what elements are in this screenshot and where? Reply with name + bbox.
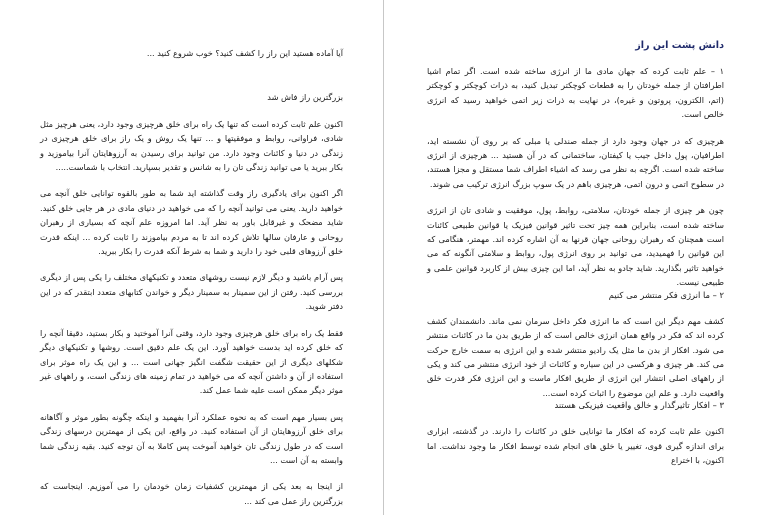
page-title: دانش پشت این راز [635,40,724,51]
left-paragraph-1: اکنون علم ثابت کرده است که تنها یک راه برای خلق هرچیزی وجود دارد، یعنی هرچیز مثل شادی، فراوانی، روابط و موفقیتها و ... تنها یک روش و یک راز برای خلق هرچیزی در زندگی در دنیا و کائنات وجود دارد. من توانید برای رسیدن به آرزوهایتان آنرا بیاموزید و بکار ببرید یا می توانید زندگی تان را به شانس و تقدیر بسپارید. انتخاب با شماست..... [40,118,343,173]
right-paragraph-2: هرچیزی که در جهان وجود دارد از جمله صندلی یا مبلی که بر روی آن نشسته اید، اطرافیان، پول داخل جیب یا کیفتان، ساختمانی که در آن هستید ... هرچیزی از انرژی ساخته شده است. اگرچه به نظر می رسد که اشیاء اطراف شما مستقل و مجزا هستند، در سطوح اتمی و درون اتمی، هرچیزی باهم در یک سوپ بزرگ انرژی ترکیب می شوند. [427,135,724,189]
right-paragraph-5: اکنون علم ثابت کرده که افکار ما توانایی خلق در کائنات را دارند. در گذشته، ابزاری برای اندازه گیری قوی، تغییر یا خلق های انجام شده توسط افکار ما وجود نداشت. اما اکنون، با اختراع [427,426,724,465]
left-paragraph-3: پس آرام باشید و دیگر لازم نیست روشهای متعدد و تکنیکهای مختلف را یکی پس از دیگری بررسی کنید. رفتن از این سمینار به سمینار دیگر و خواندن کتابهای متعدد ابتقدر که در این دفتر شوید. [40,272,343,312]
left-page [0,0,381,515]
left-paragraph-2: اگر اکنون برای یادگیری راز وقت گذاشته اید شما به طور بالقوه توانایی خلق آنچه می خواهید دارید. یعنی می توانید آنچه را که می خواهید در دنیای مادی در هر جایی خلق کنید. شاید مضحک و غیرقابل باور به نظر آید. اما امروزه علم آنچه که بسیاری از رهبران روحانی و عارفان سالها تلاش کرده اند تا به مردم بیاموزند را ثابت کرده ... اینکه قدرت خلق آرزوهای قلبی خود را دارید و شما به شرط آنکه قدرت را بکار ببرید. [40,188,343,257]
left-paragraph-4: فقط یک راه برای خلق هرچیزی وجود دارد، وقتی آنرا آموختید و بکار بستید، دقیقا آنچه را که خلق کرده اید بدست خواهید آورد. این یک علم دقیق است. روشها و تکنیکهای دیگر شکلهای دیگری از این حقیقت شگفت انگیز جهانی است ... و این یک راه موثر برای استفاده از آن و داشتن آنچه که می خواهید در تمام زمینه های زندگی است، و راههای غیر موثر دیگر ممکن است علیه شما عمل کند. [40,327,343,396]
intro-line: آیا آماده هستید این راز را کشف کنید؟ خوب شروع کنید ... [146,48,343,58]
left-paragraph-5: پس بسیار مهم است که به نحوه عملکرد آنرا بفهمید و اینکه چگونه بطور موثر و آگاهانه برای خلق آرزوهایتان از آن استفاده کنید. در واقع، این یکی از مهمترین درسهای زندگی است که در طول زندگی تان خواهید آموخت پس کاملا به آن توجه کنید. بقیه زندگی شما وابسته به آن است ... [40,411,343,465]
right-paragraph-4: کشف مهم دیگر این است که ما انرژی فکر داخل سرمان نمی ماند. دانشمندان کشف کرده اند که فکر در واقع همان انرژی خالص است که از طریق بدن ما در کائنات منتشر می شود. افکار از بدن ما مثل یک رادیو منتشر شده و این انرژی به سمت خارج حرکت می کند. هر چیزی و هرکسی در این سیاره و کائنات از خود انرژی منتشر می کند و یکی از راههای اصلی انتشار این انرژی از طریق افکار ماست و این انرژی فکر قدرت خلق واقعیت دارد. و علم این موضوع را اثبات کرده است... [427,315,724,398]
section-heading-3: ۳ – افکار تاثیرگذار و خالق واقعیت فیزیکی هستند [554,400,724,411]
right-page [387,0,768,515]
page-divider [383,0,384,515]
left-paragraph-6: از اینجا به بعد یکی از مهمترین کشفیات زمان خودمان را می آموزیم. اینجاست که بزرگترین راز عمل می کند ... [40,481,343,506]
secret-revealed-subtitle: بزرگترین راز فاش شد [267,92,343,103]
right-paragraph-1: ۱ – علم ثابت کرده که جهان مادی ما از انرژی ساخته شده است. اگر تمام اشیا اطرافتان از جمله خودتان را به قطعات کوچکتر تبدیل کنید، به ذرات کوچکتر و کوچکتر (اتم، الکترون، پروتون و غیره)، در نهایت به ذرات زیر اتمی خواهید رسید که انرژی خالص است. [427,66,724,120]
section-heading-2: ۲ – ما انرژی فکر منتشر می کنیم [608,289,724,300]
right-paragraph-3: چون هر چیزی از جمله خودتان، سلامتی، روابط، پول، موفقیت و شادی تان از انرژی ساخته شده است، بنابراین همه چیز تحت تاثیر قوانین فیزیک یا قوانین طبیعی کائنات است همچنان که رهبران روحانی جهان قرنها به آن اشاره کرده اند. مهمتر، هنگامی که این قوانین را فهمیدید، می توانید بر روی انرژی پول، روابط و سلامتی آنگونه که می خواهید تاثیر بگذارید. شاید جادو به نظر آید، اما این چیزی بیش از کاربرد قوانین علمی و طبیعی نیست. [427,205,724,288]
